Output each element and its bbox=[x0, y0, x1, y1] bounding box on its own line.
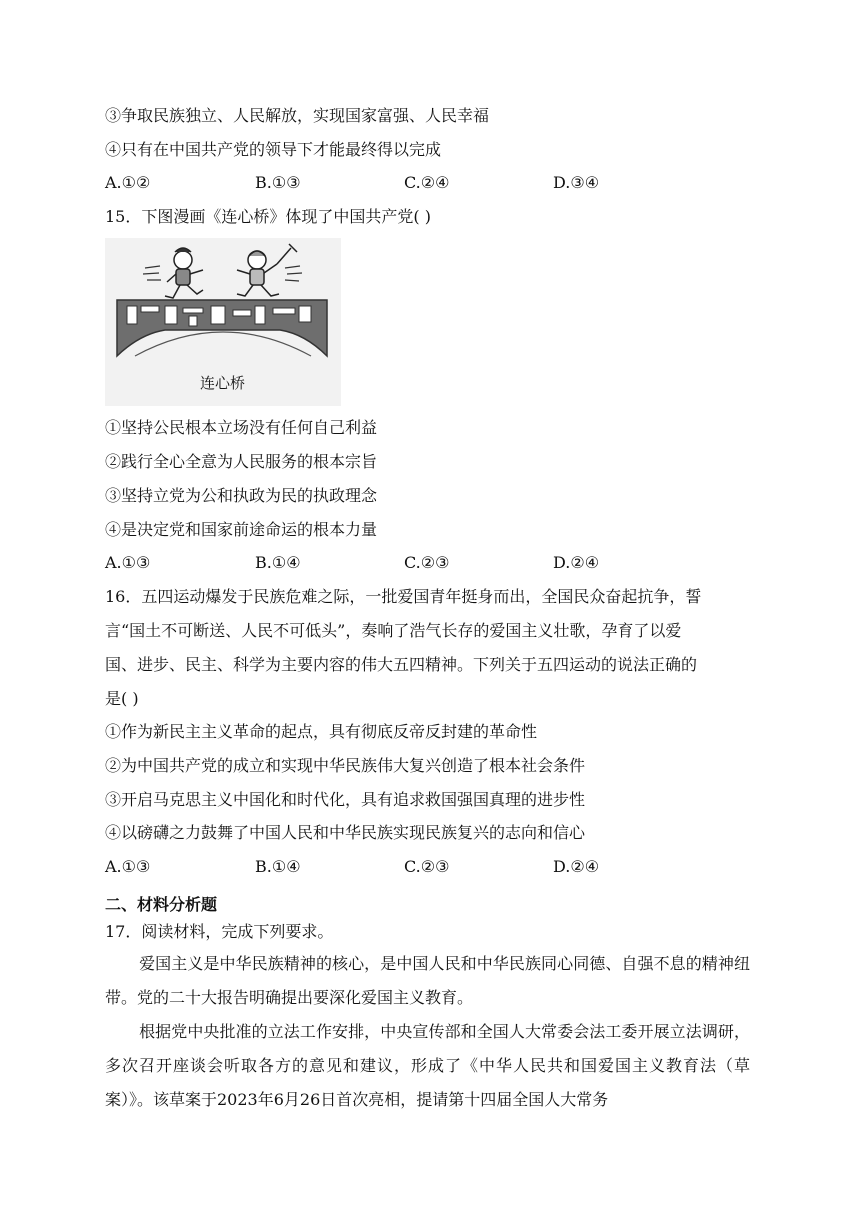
q16-stem-line-3: 国、进步、民主、科学为主要内容的伟大五四精神。下列关于五四运动的说法正确的 bbox=[105, 655, 698, 674]
q16-item-4: ④以磅礴之力鼓舞了中国人民和中华民族实现民族复兴的志向和信心 bbox=[105, 823, 586, 842]
q15-stem: 15．下图漫画《连心桥》体现了中国共产党( ) bbox=[105, 207, 431, 226]
cartoon-caption: 连心桥 bbox=[200, 374, 246, 392]
q14-option-b: B.①③ bbox=[255, 173, 301, 192]
q16-option-a: A.①③ bbox=[105, 857, 151, 876]
q16-stem-line-1: 16．五四运动爆发于民族危难之际，一批爱国青年挺身而出，全国民众奋起抗争，誓 bbox=[105, 587, 702, 606]
material-paragraph-2 bbox=[105, 1015, 750, 1117]
q16-option-c: C.②③ bbox=[404, 857, 450, 876]
q15-option-b: B.①④ bbox=[255, 553, 301, 572]
q16-item-2: ②为中国共产党的成立和实现中华民族伟大复兴创造了根本社会条件 bbox=[105, 756, 586, 775]
q14-option-a: A.①② bbox=[105, 173, 151, 192]
q16-item-3: ③开启马克思主义中国化和时代化，具有追求救国强国真理的进步性 bbox=[105, 790, 586, 809]
material-paragraph-2-text: 根据党中央批准的立法工作安排，中央宣传部和全国人大常委会法工委开展立法调研，多次召开座谈会听取各方的意见和建议，形成了《中华人民共和国爱国主义教育法（草案）》。该草案于2023年6月26日首次亮相，提请第十四届全国人大常务 bbox=[105, 1022, 750, 1109]
q16-stem-line-2: 言“国土不可断送、人民不可低头”，奏响了浩气长存的爱国主义壮歌，孕育了以爱 bbox=[105, 621, 682, 640]
material-paragraph-1-text: 爱国主义是中华民族精神的核心，是中国人民和中华民族同心同德、自强不息的精神纽带。党的二十大报告明确提出要深化爱国主义教育。 bbox=[105, 954, 750, 1007]
q14-option-c: C.②④ bbox=[404, 173, 450, 192]
cartoon-lianxinqiao bbox=[105, 238, 341, 406]
q17-stem: 17．阅读材料，完成下列要求。 bbox=[105, 922, 334, 941]
q16-stem-line-4: 是( ) bbox=[105, 689, 139, 708]
q14-item-4: ④只有在中国共产党的领导下才能最终得以完成 bbox=[105, 140, 442, 159]
material-paragraph-1 bbox=[105, 947, 750, 1015]
q15-item-1: ①坚持公民根本立场没有任何自己利益 bbox=[105, 418, 378, 437]
q15-option-a: A.①③ bbox=[105, 553, 151, 572]
section-title: 二、材料分析题 bbox=[105, 895, 218, 914]
q16-option-d: D.②④ bbox=[553, 857, 600, 876]
q15-item-4: ④是决定党和国家前途命运的根本力量 bbox=[105, 520, 378, 539]
q16-option-b: B.①④ bbox=[255, 857, 301, 876]
q15-item-2: ②践行全心全意为人民服务的根本宗旨 bbox=[105, 452, 378, 471]
q15-option-c: C.②③ bbox=[404, 553, 450, 572]
q15-item-3: ③坚持立党为公和执政为民的执政理念 bbox=[105, 486, 378, 505]
q14-item-3: ③争取民族独立、人民解放，实现国家富强、人民幸福 bbox=[105, 106, 490, 125]
q16-item-1: ①作为新民主主义革命的起点，具有彻底反帝反封建的革命性 bbox=[105, 722, 538, 741]
q15-option-d: D.②④ bbox=[553, 553, 600, 572]
q14-option-d: D.③④ bbox=[553, 173, 600, 192]
